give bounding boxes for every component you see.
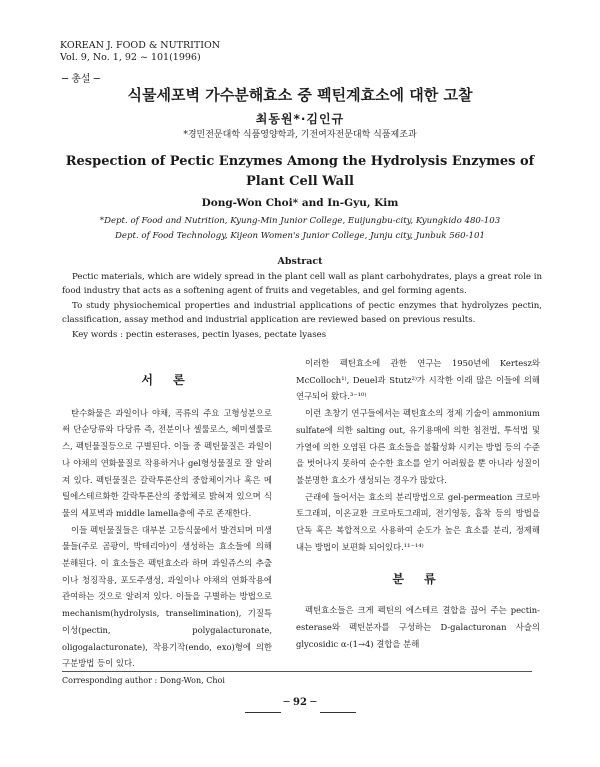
journal-name: KOREAN J. FOOD & NUTRITION bbox=[60, 40, 221, 51]
page-number-rule-left bbox=[245, 712, 281, 713]
section-heading-introduction: 서 론 bbox=[141, 373, 193, 387]
abstract-body bbox=[62, 270, 542, 342]
left-column bbox=[62, 372, 272, 672]
footnote-divider bbox=[62, 671, 532, 672]
page-number: ─ 92 ─ bbox=[283, 697, 317, 708]
abstract-paragraph: Pectic materials, which are widely spread in the plant cell wall as plant carbohydrates, plays a great role in food industry that acts as a softening agent of fruits and vegetables, and gel forming agents. bbox=[62, 272, 542, 297]
abstract-heading: Abstract bbox=[277, 256, 323, 267]
english-title-line2: Plant Cell Wall bbox=[246, 174, 354, 189]
body-paragraph: 이런 초창기 연구들에서는 펙틴효소의 정제 기술이 ammonium sulfate에 의한 salting out, 유기용매에 의한 침전법, 투석법 및 가열에 의한 오염된 다른 효소들을 불활성화 시키는 방법 등의 수준을 벗어나지 못하여 순수한 효소를 얻기 어려웠을 뿐 아니라 성질이 불분명한 효소가 생성되는 경우가 많았다. bbox=[296, 408, 540, 485]
body-paragraph: 펙틴효소들은 크게 펙틴의 에스테르 결합을 끊어 주는 pectin-esterase와 펙틴분자를 구성하는 D-galacturonan 사슬의 glycosidic α-(1→4) 결합을 분해 bbox=[296, 605, 540, 649]
page-number-rule-right bbox=[320, 712, 356, 713]
english-affiliation bbox=[0, 214, 600, 244]
corresponding-author-note: Corresponding author : Dong-Won, Choi bbox=[62, 676, 225, 685]
korean-title: 식물세포벽 가수분해효소 중 펙틴계효소에 대한 고찰 bbox=[127, 86, 473, 104]
korean-affiliation: *경민전문대학 식품영양학과, 기전여자전문대학 식품제조과 bbox=[183, 130, 417, 140]
journal-volume: Vol. 9, No. 1, 92 ~ 101(1996) bbox=[60, 52, 201, 63]
affiliation-line2: Dept. of Food Technology, Kijeon Women's Junior College, Junju city, Junbuk 560-101 bbox=[115, 231, 485, 241]
body-paragraph: 탄수화물은 과일이나 야채, 곡류의 주요 고형성분으로써 단순당류와 다당류 즉, 전분이나 셀룰로스, 헤미셀룰로스, 펙틴물질등으로 구별된다. 이들 중 펙틴물질은 과일이나 야채의 연화물질로 작용하거나 gel형성물질로 잘 알려져 있다. 펙틴물질은 갈락투론산의 중합체이거나 혹은 메틸에스테르화한 갈락투론산의 중합체로 밝혀져 있으며 식물의 세포벽과 middle lamella층에 주로 존재한다. bbox=[62, 407, 272, 518]
right-column bbox=[296, 355, 540, 652]
body-paragraph: 근래에 들어서는 효소의 분리방법으로 gel-permeation 크로마토그래피, 이온교환 크로마토그래피, 전기영동, 흡착 등의 방법을 단독 혹은 복합적으로 사용하여 순도가 높은 효소를 분리, 정제해 내는 방법이 보편화 되어있다.¹¹⁻¹⁴⁾ bbox=[296, 491, 540, 552]
abstract-paragraph: To study physiochemical properties and industrial applications of pectic enzymes that hydrolyzes pectin, classification, assay method and industrial application are reviewed based on previous results. bbox=[62, 300, 542, 326]
section-heading-classification: 분 류 bbox=[392, 572, 444, 587]
body-paragraph: 이러한 펙틴효소에 관한 연구는 1950년에 Kertesz와 McColloch¹⁾, Deuel과 Stutz²⁾가 시작한 이래 많은 이들에 의해 연구되어 왔다.³⁻¹⁰⁾ bbox=[296, 358, 540, 402]
body-paragraph: 이들 펙틴물질들은 대부분 고등식물에서 발견되며 미생물들(주로 곰팡이, 박테리아)이 생성하는 효소들에 의해 분해된다. 이 효소들은 펙틴효소라 하며 과일쥬스의 추출이나 청징작용, 포도주생성, 과일이나 야채의 연화작용에 관여하는 것으로 알려져 있다. 이들을 구별하는 방법으로 mechanism(hydrolysis, transelimination), 기질특이성(pectin, polygalacturonate, oligogalacturonate), 작용기작(endo, exo)형에 의한 구분방법 등이 있다. bbox=[62, 524, 272, 669]
korean-authors: 최동원*·김인규 bbox=[255, 112, 345, 126]
english-title-line1: Respection of Pectic Enzymes Among the Hydrolysis Enzymes of bbox=[65, 154, 535, 169]
keywords: Key words : pectin esterases, pectin lyases, pectate lyases bbox=[72, 329, 327, 340]
review-tag: ─ 총설 ─ bbox=[62, 74, 100, 85]
affiliation-line1: *Dept. of Food and Nutrition, Kyung-Min Junior College, Euijungbu-city, Kyungkido 480-103 bbox=[99, 216, 501, 226]
english-title bbox=[0, 152, 600, 192]
english-authors: Dong-Won Choi* and In-Gyu, Kim bbox=[201, 197, 399, 209]
journal-header bbox=[60, 40, 220, 64]
